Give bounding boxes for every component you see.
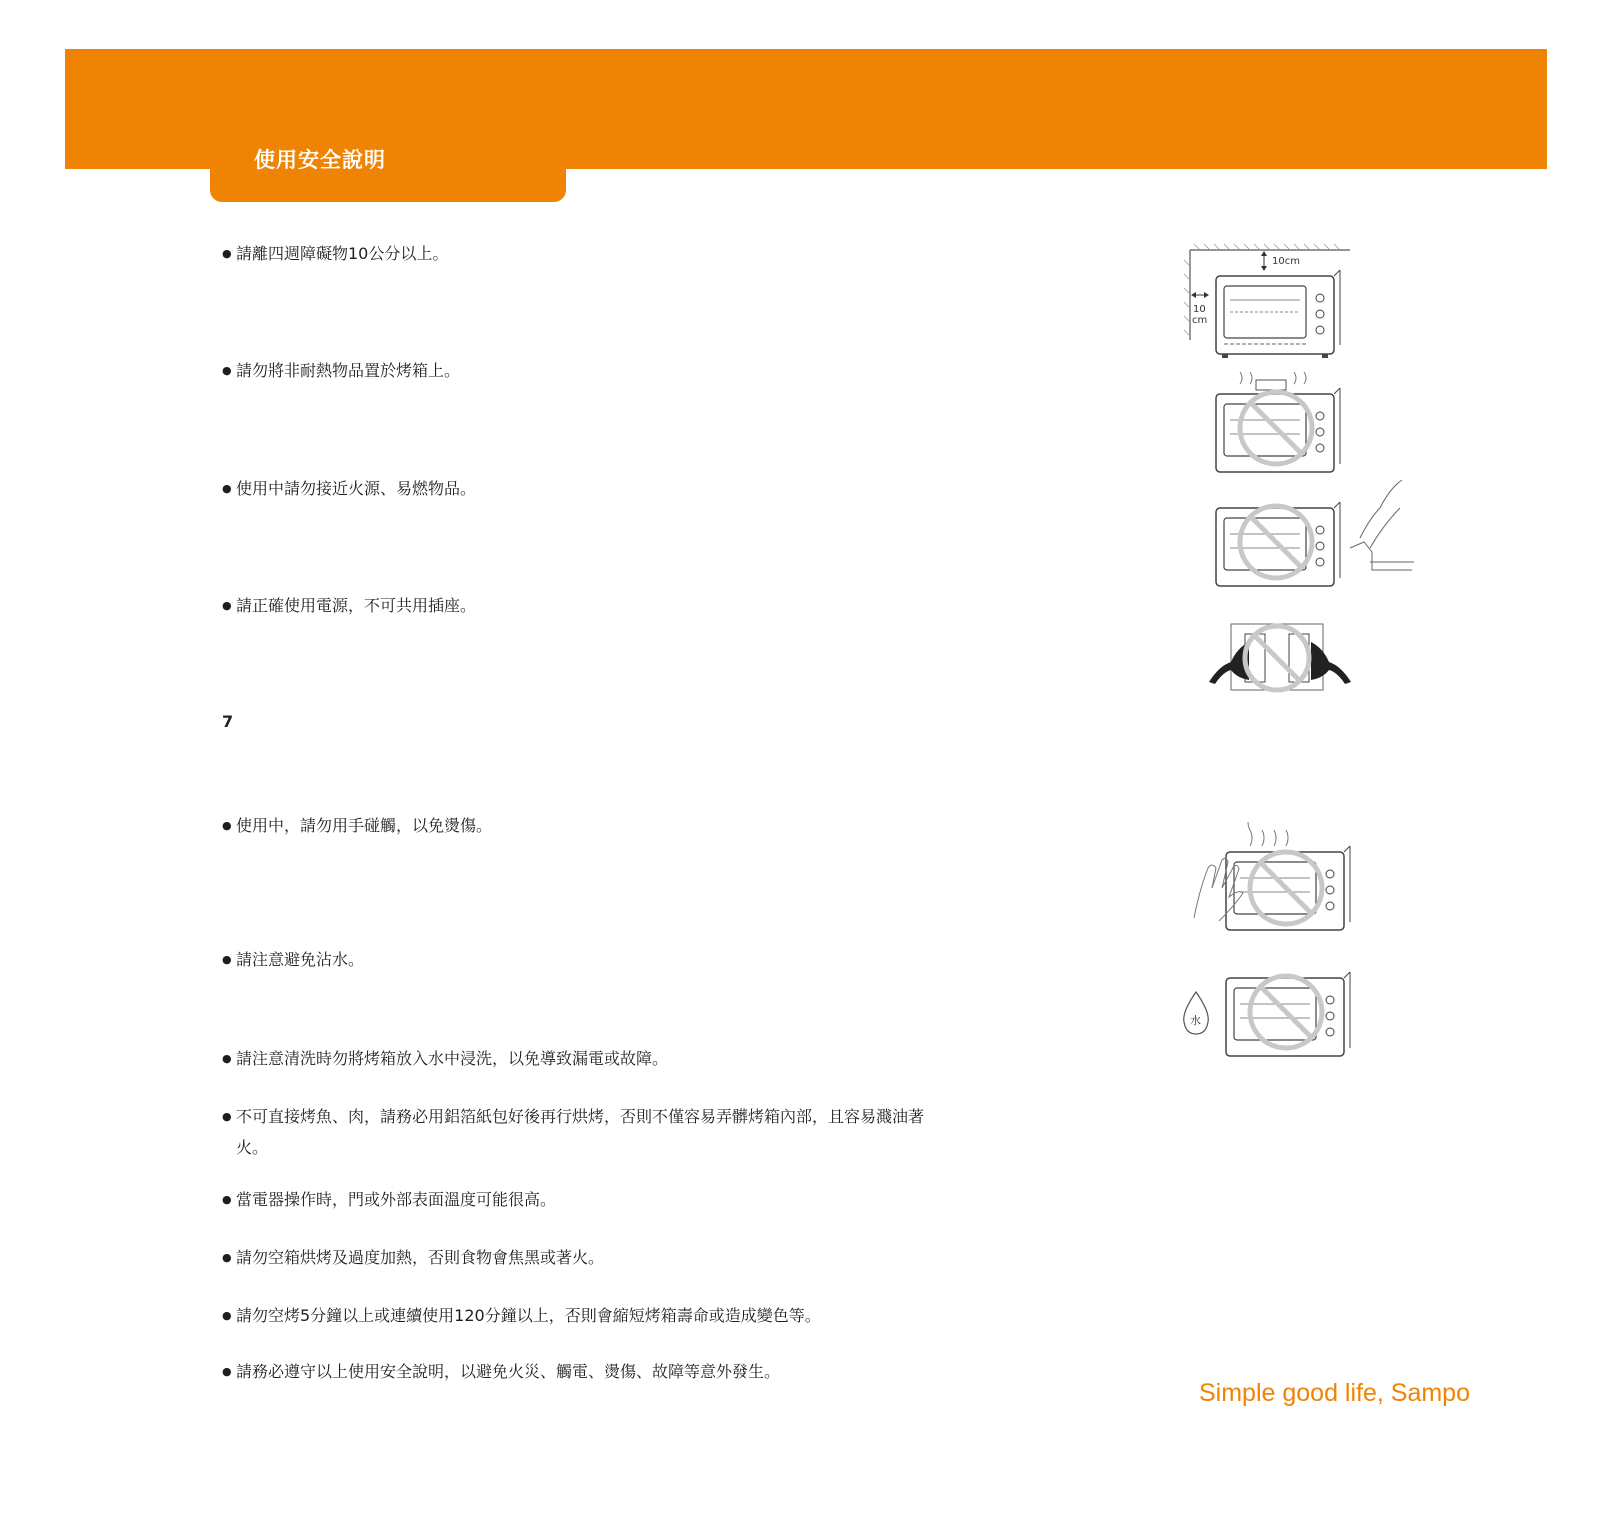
bullet-icon: ● (222, 819, 232, 832)
bullet-icon: ● (222, 482, 232, 495)
safety-item (222, 1242, 1042, 1273)
bullet-icon: ● (222, 247, 232, 260)
safety-item (222, 810, 1042, 841)
safety-item-text: 請勿空箱烘烤及過度加熱，否則食物會焦黑或著火。 (236, 1248, 605, 1267)
safety-item (222, 1043, 1042, 1074)
safety-item (222, 473, 1042, 504)
oven-no-water-icon (1180, 962, 1360, 1072)
bullet-icon: ● (222, 364, 232, 377)
oven-no-objects-on-top-icon (1210, 372, 1350, 482)
safety-item (222, 1300, 1042, 1331)
safety-item-text: 使用中請勿接近火源、易燃物品。 (236, 479, 477, 498)
safety-item (222, 238, 1042, 269)
bullet-icon: ● (222, 953, 232, 966)
safety-item-text: 請正確使用電源，不可共用插座。 (236, 596, 477, 615)
safety-item-text: 請務必遵守以上使用安全說明，以避免火災、觸電、燙傷、故障等意外發生。 (236, 1362, 781, 1381)
water-label: 水 (1190, 1014, 1201, 1027)
safety-item-text: 不可直接烤魚、肉，請務必用鋁箔紙包好後再行烘烤，否則不僅容易弄髒烤箱內部，且容易濺油著 (236, 1107, 925, 1126)
bullet-icon: ● (222, 1052, 232, 1065)
bullet-icon: ● (222, 1110, 232, 1123)
safety-item-text: 請勿將非耐熱物品置於烤箱上。 (236, 361, 461, 380)
safety-item-text: 請離四週障礙物10公分以上。 (236, 244, 449, 263)
page-title: 使用安全說明 (254, 148, 386, 172)
safety-item (222, 1101, 1042, 1163)
clearance-top-label: 10cm (1272, 256, 1300, 267)
safety-item-text: 請注意清洗時勿將烤箱放入水中浸洗，以免導致漏電或故障。 (236, 1049, 669, 1068)
oven-no-touch-icon (1190, 822, 1360, 942)
bullet-icon: ● (222, 1309, 232, 1322)
clearance-side-unit: cm (1192, 315, 1208, 326)
safety-item-text: 請勿空烤5分鐘以上或連續使用120分鐘以上，否則會縮短烤箱壽命或造成變色等。 (236, 1306, 821, 1325)
bullet-icon: ● (222, 599, 232, 612)
safety-item-continuation: 火。 (236, 1138, 269, 1157)
safety-item (222, 944, 1042, 975)
safety-item-text: 請注意避免沾水。 (236, 950, 365, 969)
page-number: 7 (222, 712, 234, 731)
safety-item-text: 當電器操作時，門或外部表面溫度可能很高。 (236, 1190, 557, 1209)
oven-clearance-icon (1180, 240, 1360, 370)
safety-item (222, 1356, 1042, 1387)
oven-no-fire-icon (1210, 478, 1420, 598)
safety-item (222, 590, 1042, 621)
clearance-side-num: 10 (1193, 304, 1206, 315)
bullet-icon: ● (222, 1193, 232, 1206)
bullet-icon: ● (222, 1251, 232, 1264)
brand-slogan: Simple good life, Sampo (1199, 1379, 1470, 1407)
safety-item (222, 355, 1042, 386)
safety-item-text: 使用中，請勿用手碰觸，以免燙傷。 (236, 816, 493, 835)
bullet-icon: ● (222, 1365, 232, 1378)
safety-item (222, 1184, 1042, 1215)
no-shared-outlet-icon (1205, 618, 1355, 698)
